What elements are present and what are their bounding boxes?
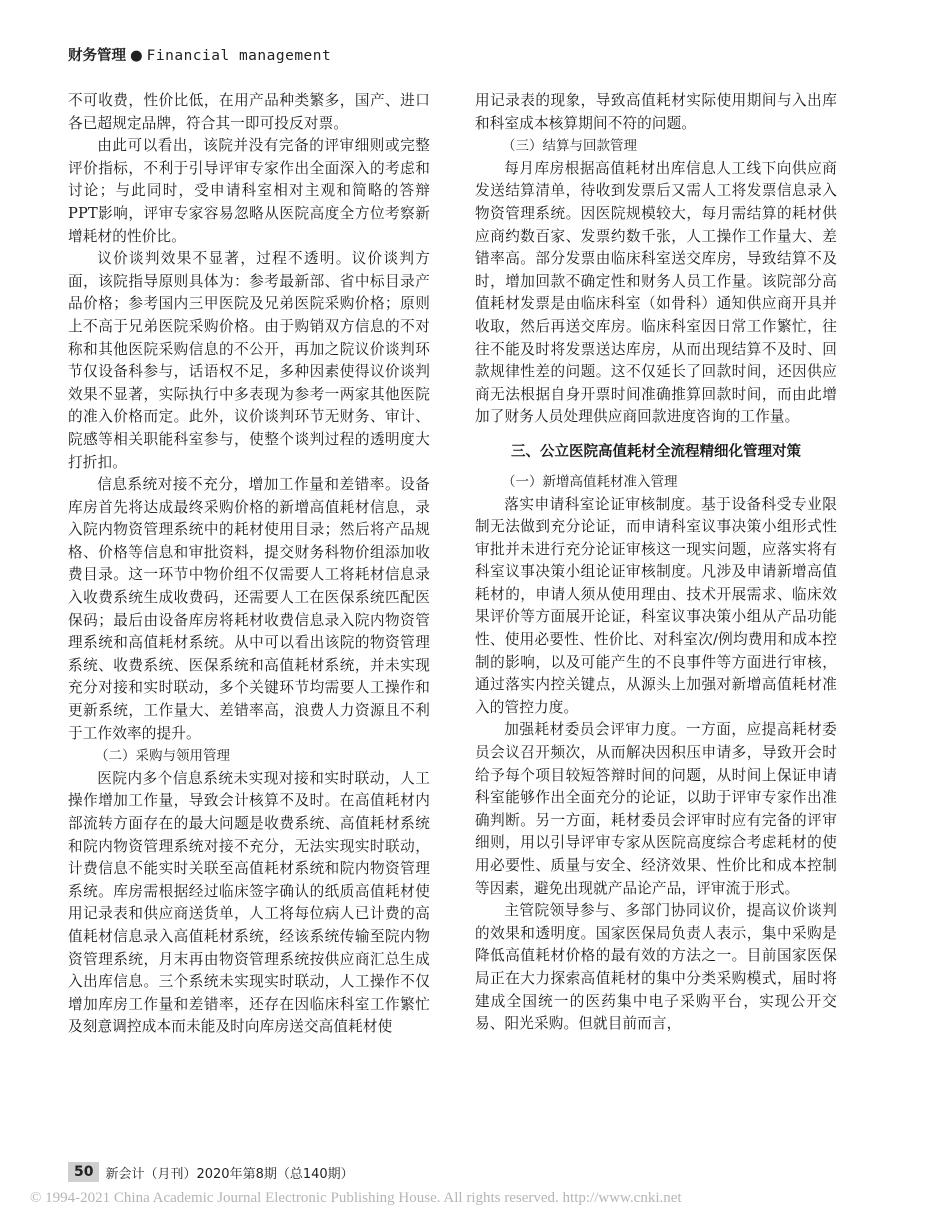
paragraph: 信息系统对接不充分，增加工作量和差错率。设备库房首先将达成最终采购价格的新增高值耗材信息，录入院内物资管理系统中的耗材使用目录；然后将产品规格、价格等信息和审批资料，提交财务科物价组添加收费目录。这一环节中物价组不仅需要人工将耗材信息录入收费系统生成收费码，还需要人工在医保系统匹配医保码；最后由设备库房将耗材收费信息录入院内物资管理系统和高值耗材系统。从中可以看出该院的物资管理系统、收费系统、医保系统和高值耗材系统，并未实现充分对接和实时联动，多个关键环节均需要人工操作和更新系统，工作量大、差错率高，浪费人力资源且不利于工作效率的提升。	[68, 476, 430, 742]
subheading-procurement: （二）采购与领用管理	[95, 748, 230, 765]
page-number: 50	[68, 1162, 99, 1182]
subheading-settlement: （三）结算与回款管理	[502, 138, 637, 155]
journal-citation: 新会计（月刊）2020年第8期（总140期）	[105, 1166, 354, 1182]
header-section-cn: 财务管理	[68, 48, 126, 64]
paragraph: 不可收费，性价比低，在用产品种类繁多，国产、进口各已超规定品牌，符合其一即可投反对票。	[68, 92, 430, 132]
right-column	[475, 90, 837, 1036]
running-header	[68, 44, 331, 65]
paragraph: 医院内多个信息系统未实现对接和实时联动，人工操作增加工作量，导致会计核算不及时。在高值耗材内部流转方面存在的最大问题是收费系统、高值耗材系统和院内物资管理系统对接不充分，无法实现实时联动，计费信息不能实时关联至高值耗材系统和院内物资管理系统。库房需根据经过临床签字确认的纸质高值耗材使用记录表和供应商送货单，人工将每位病人已计费的高值耗材信息录入高值耗材系统，经该系统传输至院内物资管理系统，月末再由物资管理系统按供应商汇总生成入出库信息。三个系统未实现实时联动，人工操作不仅增加库房工作量和差错率，还存在因临床科室工作繁忙及刻意调控成本而未能及时向库房送交高值耗材使	[68, 769, 430, 1036]
paragraph: 由此可以看出，该院并没有完备的评审细则或完整评价指标，不利于引导评审专家作出全面深入的考虑和讨论；与此同时，受申请科室相对主观和简略的答辩PPT影响，评审专家容易忽略从医院高度全方位考察新增耗材的性价比。	[68, 137, 430, 245]
left-column	[68, 90, 430, 1039]
page-footer	[68, 1162, 354, 1182]
section-heading: 三、公立医院高值耗材全流程精细化管理对策	[511, 443, 801, 460]
paragraph: 主管院领导参与、多部门协同议价，提高议价谈判的效果和透明度。国家医保局负责人表示，集中采购是降低高值耗材价格的最有效的方法之一。目前国家医保局正在大力探索高值耗材的集中分类采购模式，届时将建成全国统一的医药集中电子采购平台，实现公开交易、阳光采购。但就目前而言，	[475, 902, 837, 1033]
paragraph: 用记录表的现象，导致高值耗材实际使用期间与入出库和科室成本核算期间不符的问题。	[475, 92, 837, 132]
subheading-admission: （一）新增高值耗材准入管理	[502, 473, 678, 490]
header-section-en: Financial management	[146, 48, 332, 64]
header-bullet: ●	[130, 48, 143, 64]
copyright-notice: © 1994-2021 China Academic Journal Electronic Publishing House. All rights reserved. http://www.cnki.net	[30, 1190, 682, 1206]
paragraph: 落实申请科室论证审核制度。基于设备科受专业限制无法做到充分论证，而申请科室议事决策小组形式性审批并未进行充分论证审核这一现实问题，应落实将有科室议事决策小组论证审核制度。凡涉及申请新增高值耗材的，申请人须从使用理由、技术开展需求、临床效果评价等方面展开论证，科室议事决策小组从产品功能性、使用必要性、性价比、对科室次/例均费用和成本控制的影响，以及可能产生的不良事件等方面进行审核，通过落实内控关键点，从源头上加强对新增高值耗材准入的管控力度。	[475, 495, 837, 716]
paragraph: 议价谈判效果不显著，过程不透明。议价谈判方面，该院指导原则具体为：参考最新部、省中标目录产品价格；参考国内三甲医院及兄弟医院采购价格；原则上不高于兄弟医院采购价格。由于购销双方信息的不对称和其他医院采购信息的不公开，再加之院议价谈判环节仅设备科参与，话语权不足，多种因素使得议价谈判效果不显著，实际执行中多表现为参考一两家其他医院的准入价格而定。此外，议价谈判环节无财务、审计、院感等相关职能科室参与，使整个谈判过程的透明度大打折扣。	[68, 250, 430, 471]
paragraph: 加强耗材委员会评审力度。一方面，应提高耗材委员会议召开频次，从而解决因积压申请多，导致开会时给予每个项目较短答辩时间的问题，从时间上保证申请科室能够作出全面充分的论证，以助于评审专家作出准确判断。另一方面，耗材委员会评审时应有完备的评审细则，用以引导评审专家从医院高度综合考虑耗材的使用必要性、质量与安全、经济效果、性价比和成本控制等因素，避免出现就产品论产品，评审流于形式。	[475, 721, 837, 897]
paragraph: 每月库房根据高值耗材出库信息人工线下向供应商发送结算清单，待收到发票后又需人工将发票信息录入物资管理系统。因医院规模较大，每月需结算的耗材供应商约数百家、发票约数千张，人工操作工作量大、差错率高。部分发票由临床科室送交库房，导致结算不及时，增加回款不确定性和财务人员工作量。该院部分高值耗材发票是由临床科室（如骨科）通知供应商开具并收取，然后再送交库房。临床科室因日常工作繁忙，往往不能及时将发票送达库房，从而出现结算不及时、回款规律性差的问题。这不仅延长了回款时间，还因供应商无法根据自身开票时间准确推算回款时间，而由此增加了财务人员处理供应商回款进度咨询的工作量。	[475, 159, 837, 426]
